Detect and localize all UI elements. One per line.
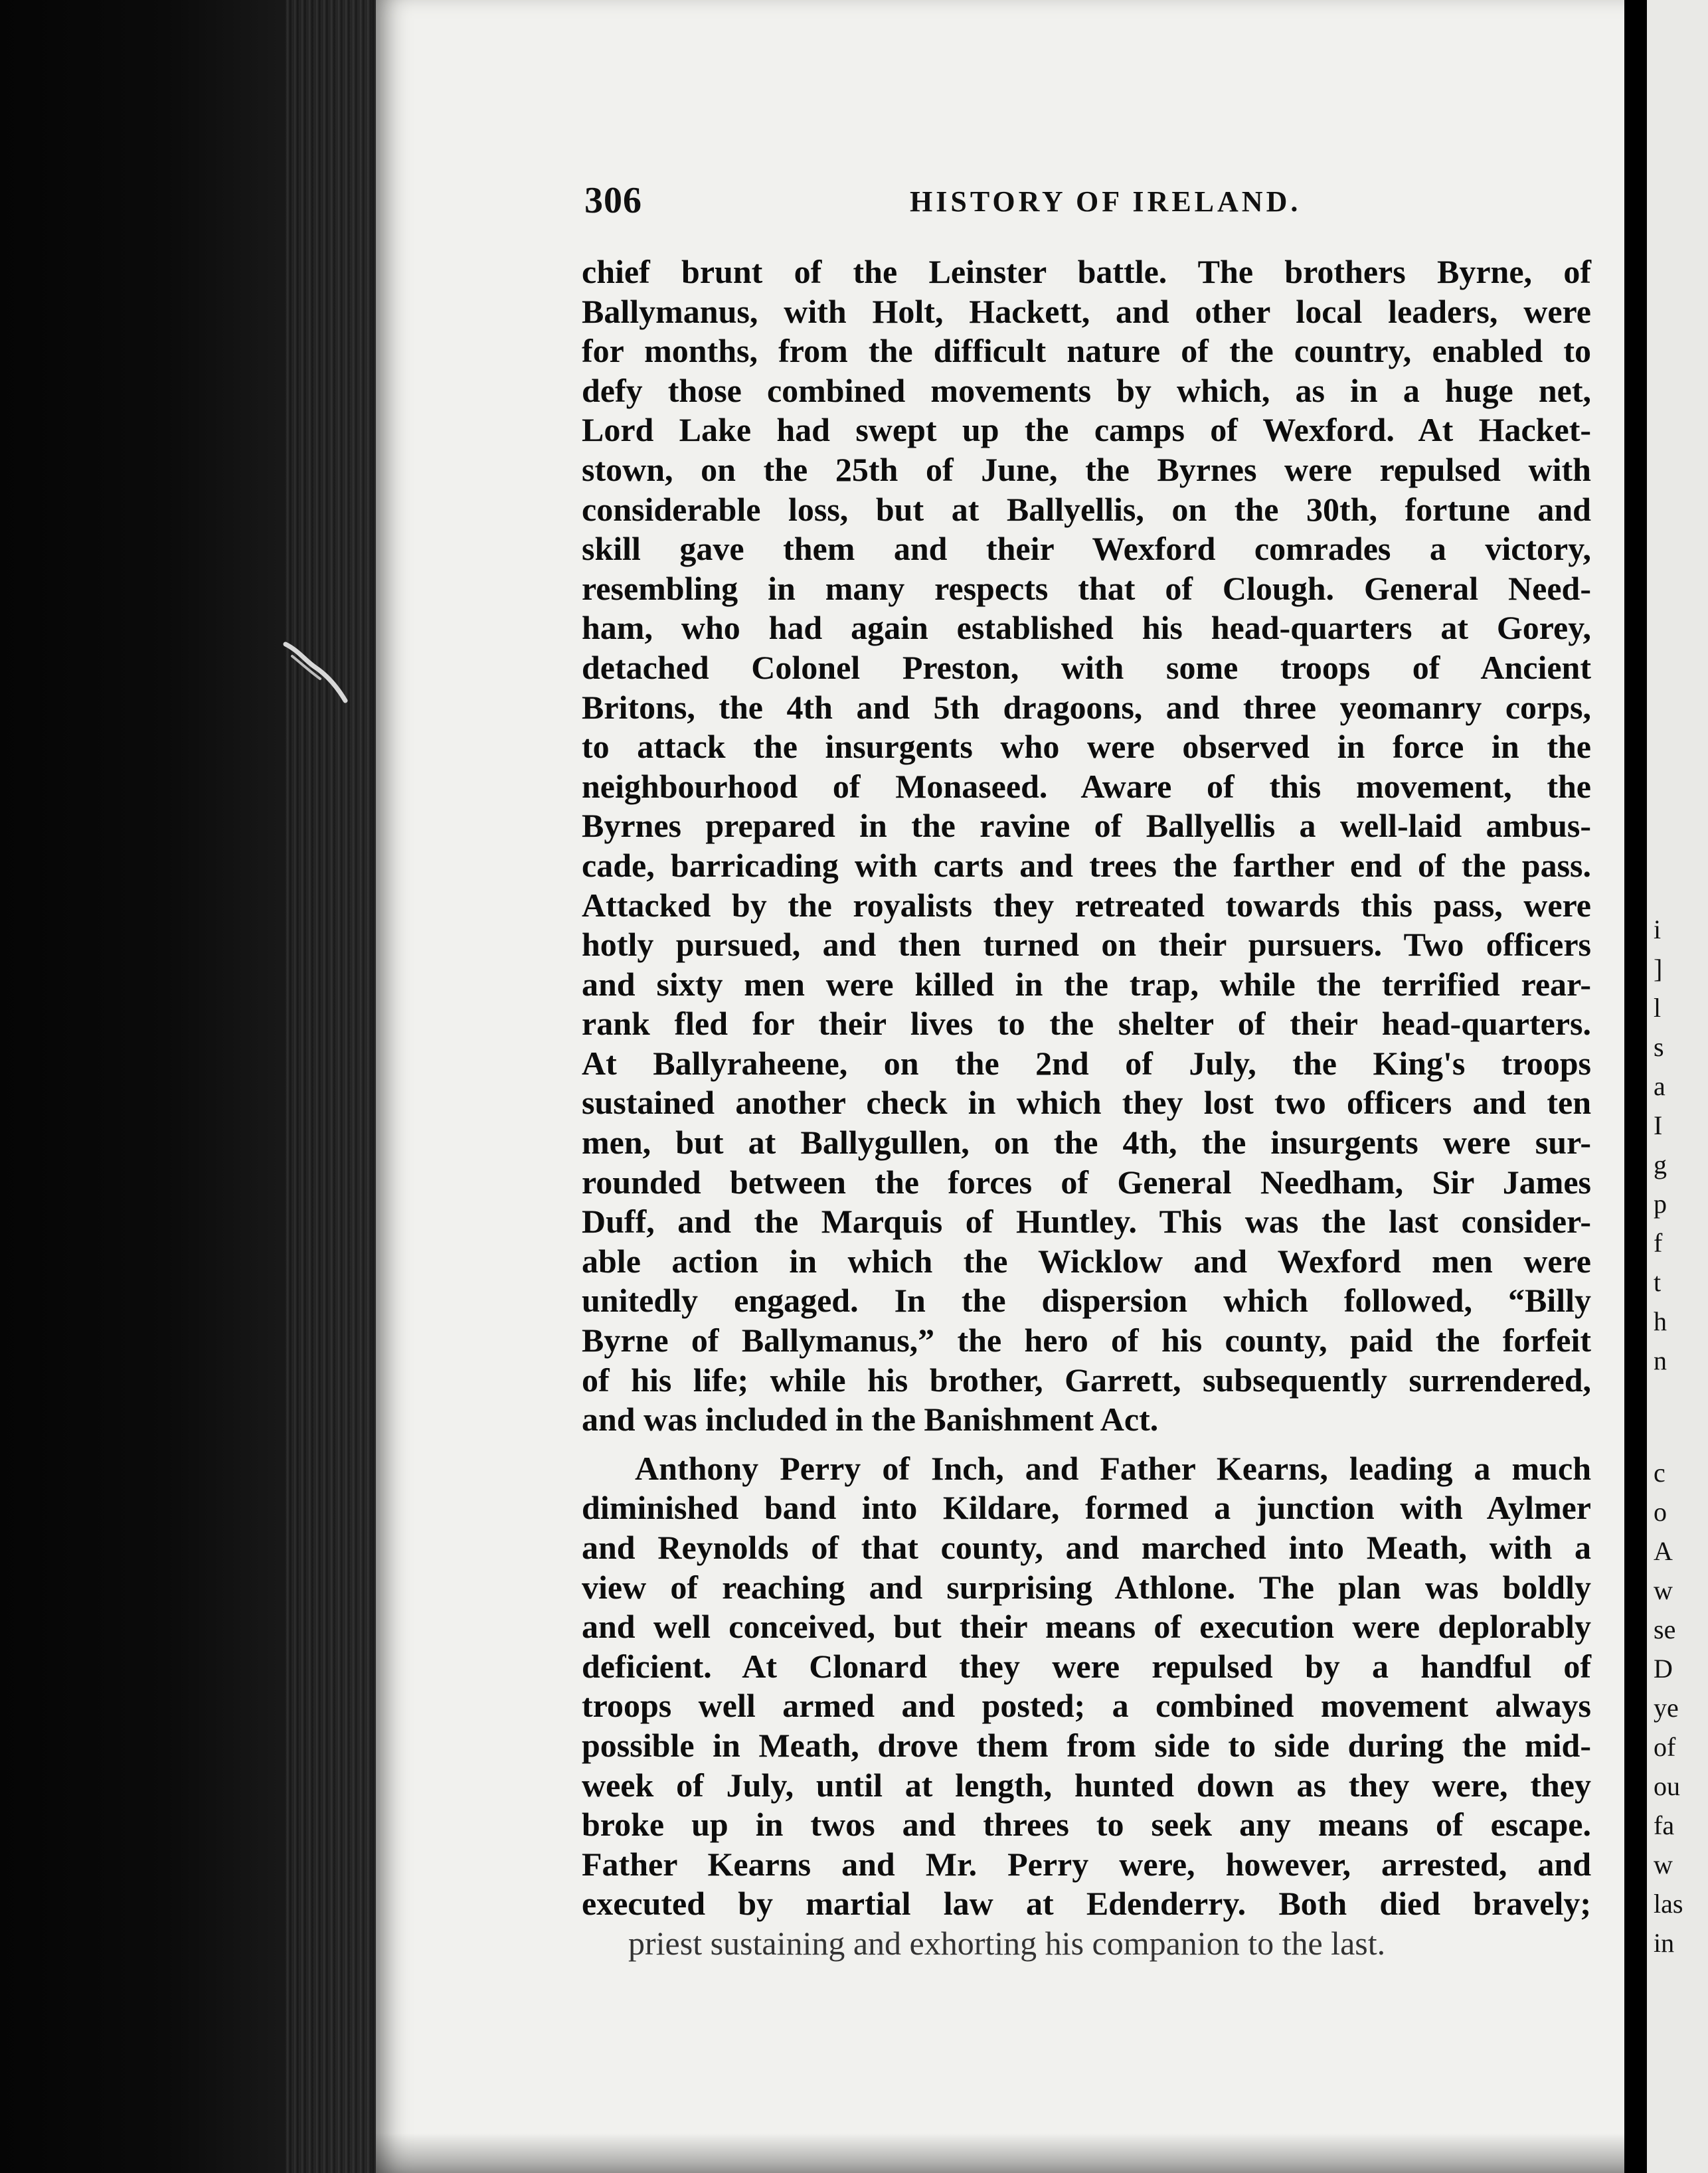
text-line: and Reynolds of that county, and marched into Meath, with a <box>582 1529 1591 1566</box>
next-page-fragment: t <box>1654 1267 1662 1297</box>
text-line: deficient. At Clonard they were repulsed by a handful of <box>582 1647 1591 1685</box>
next-page-fragment: g <box>1654 1150 1667 1179</box>
text-line: skill gave them and their Wexford comrades a victory, <box>582 530 1591 568</box>
next-page-fragment: s <box>1654 1032 1664 1062</box>
text-line: sustained another check in which they lost two officers and ten <box>582 1084 1591 1122</box>
text-line: Britons, the 4th and 5th dragoons, and three yeomanry corps, <box>582 688 1591 726</box>
text-line: of his life; while his brother, Garrett, subsequently surrendered, <box>582 1361 1591 1399</box>
next-page-fragments <box>1654 910 1683 1962</box>
page-number: 306 <box>584 180 642 221</box>
text-line: defy those combined movements by which, as in a huge net, <box>582 371 1591 409</box>
next-page-fragment: ye <box>1654 1693 1679 1723</box>
text-line: hotly pursued, and then turned on their pursuers. Two officers <box>582 926 1591 964</box>
text-line: and well conceived, but their means of execution were deplorably <box>582 1608 1591 1646</box>
text-line: broke up in twos and threes to seek any means of escape. <box>582 1806 1591 1844</box>
text-line: priest sustaining and exhorting his companion to the last. <box>628 1924 1386 1962</box>
text-line: to attack the insurgents who were observed in force in the <box>582 728 1591 766</box>
text-line: and sixty men were killed in the trap, while the terrified rear- <box>582 965 1591 1003</box>
text-line: neighbourhood of Monaseed. Aware of this movement, the <box>582 767 1591 805</box>
text-line: Byrne of Ballymanus,” the hero of his county, paid the forfeit <box>582 1322 1591 1359</box>
text-line: At Ballyraheene, on the 2nd of July, the King's troops <box>582 1044 1591 1082</box>
next-page-fragment: las <box>1654 1889 1683 1919</box>
text-line: Father Kearns and Mr. Perry were, however, arrested, and <box>582 1845 1591 1883</box>
text-line: unitedly engaged. In the dispersion which followed, “Billy <box>582 1282 1591 1320</box>
next-page-fragment: o <box>1654 1497 1667 1527</box>
next-page-fragment: of <box>1654 1732 1676 1762</box>
page-title: HISTORY OF IRELAND. <box>910 185 1302 218</box>
next-page-fragment: fa <box>1654 1810 1675 1840</box>
paragraph-gap <box>582 1440 1591 1449</box>
next-page-fragment: ou <box>1654 1771 1680 1801</box>
text-line: troops well armed and posted; a combined movement always <box>582 1687 1591 1725</box>
text-line: view of reaching and surprising Athlone. The plan was boldly <box>582 1568 1591 1606</box>
page-shadow <box>376 2133 1624 2173</box>
next-page-fragment: w <box>1654 1850 1673 1879</box>
text-line: rank fled for their lives to the shelter of their head-quarters. <box>582 1005 1591 1043</box>
binding-thread <box>279 638 352 711</box>
next-page-fragment <box>1654 1380 1683 1453</box>
text-line: able action in which the Wicklow and Wexford men were <box>582 1242 1591 1280</box>
text-line: men, but at Ballygullen, on the 4th, the insurgents were sur- <box>582 1124 1591 1162</box>
text-line: Lord Lake had swept up the camps of Wexford. At Hacket- <box>582 411 1591 449</box>
paragraph-1 <box>582 252 1591 1440</box>
text-line: diminished band into Kildare, formed a junction with Aylmer <box>582 1489 1591 1527</box>
body-text <box>582 252 1591 1964</box>
next-page-fragment: f <box>1654 1228 1663 1258</box>
text-line: stown, on the 25th of June, the Byrnes were repulsed with <box>582 450 1591 488</box>
next-page-fragment: se <box>1654 1614 1676 1644</box>
next-page-fragment: n <box>1654 1346 1667 1375</box>
text-line: considerable loss, but at Ballyellis, on the 30th, fortune and <box>582 490 1591 528</box>
next-page-fragment: c <box>1654 1458 1665 1488</box>
text-line: executed by martial law at Edenderry. Both died bravely; <box>582 1885 1591 1923</box>
text-line: possible in Meath, drove them from side to side during the mid- <box>582 1726 1591 1764</box>
text-line: Byrnes prepared in the ravine of Ballyellis a well-laid ambus- <box>582 807 1591 845</box>
text-line: cade, barricading with carts and trees the farther end of the pass. <box>582 846 1591 884</box>
text-line: for months, from the difficult nature of the country, enabled to <box>582 332 1591 370</box>
next-page-fragment: h <box>1654 1306 1667 1336</box>
next-page-fragment: D <box>1654 1654 1673 1684</box>
next-page-fragment: i <box>1654 914 1662 944</box>
next-page-edge <box>1647 0 1708 2173</box>
next-page-fragment: ] <box>1654 954 1663 984</box>
spread-gap <box>1624 0 1647 2173</box>
text-line: detached Colonel Preston, with some troops of Ancient <box>582 648 1591 686</box>
text-line: chief brunt of the Leinster battle. The brothers Byrne, of <box>582 253 1591 290</box>
page-edges <box>286 0 379 2173</box>
text-line: Duff, and the Marquis of Huntley. This was the last consider- <box>582 1203 1591 1241</box>
text-line: ham, who had again established his head-quarters at Gorey, <box>582 609 1591 647</box>
text-line: resembling in many respects that of Clough. General Need- <box>582 569 1591 607</box>
next-page-fragment: in <box>1654 1928 1675 1958</box>
text-line: Attacked by the royalists they retreated towards this pass, were <box>582 886 1591 924</box>
paragraph-2 <box>582 1449 1591 1964</box>
text-line: Ballymanus, with Holt, Hackett, and other local leaders, were <box>582 292 1591 330</box>
text-line: and was included in the Banishment Act. <box>582 1401 1159 1438</box>
next-page-fragment: a <box>1654 1071 1665 1101</box>
next-page-fragment: I <box>1654 1110 1663 1140</box>
next-page-fragment: l <box>1654 993 1662 1023</box>
text-line: week of July, until at length, hunted down as they were, they <box>582 1766 1591 1804</box>
text-line: rounded between the forces of General Needham, Sir James <box>582 1163 1591 1201</box>
next-page-fragment: w <box>1654 1575 1673 1605</box>
next-page-fragment: A <box>1654 1536 1673 1566</box>
text-line: Anthony Perry of Inch, and Father Kearns, leading a much <box>635 1449 1591 1487</box>
next-page-fragment: p <box>1654 1189 1667 1219</box>
running-head <box>584 179 1600 226</box>
